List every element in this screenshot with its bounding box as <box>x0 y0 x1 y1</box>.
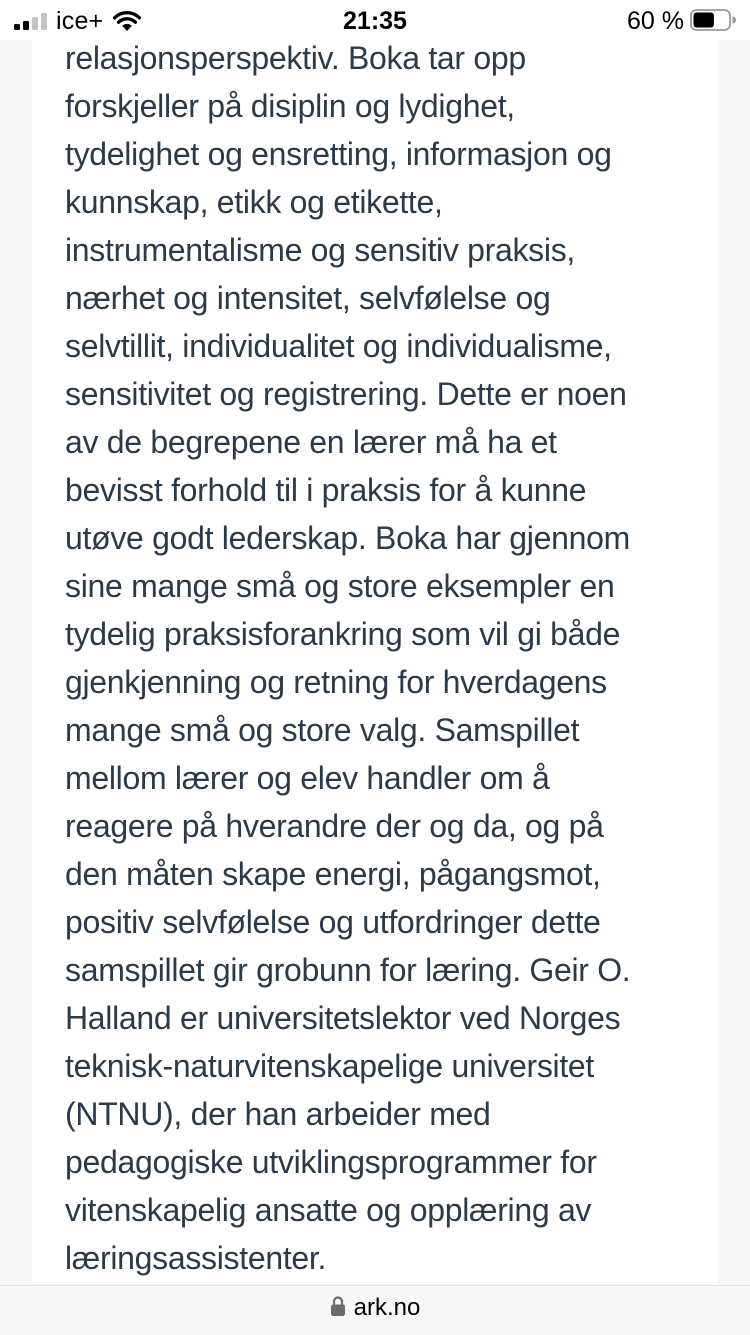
lock-icon <box>330 1295 346 1317</box>
url-domain: ark.no <box>353 1294 421 1321</box>
carrier-name: ice+ <box>56 7 104 35</box>
clock: 21:35 <box>343 7 407 35</box>
article-body-text: relasjonsperspektiv. Boka tar opp forskjeller på disiplin og lydighet, tydelighet og ensretting, informasjon og kunnskap, etikk og etikette, instrumentalisme og sensitiv praksis, nærhet og intensitet, selvfølelse og selvtillit, individualitet og individualisme, sensitivitet og registrering. Dette er noen av de begrepene en lærer må ha et bevisst forhold til i praksis for å kunne utøve godt lederskap. Boka har gjennom sine mange små og store eksempler en tydelig praksisforankring som vil gi både gjenkjenning og retning for hverdagens mange små og store valg. Samspillet mellom lærer og elev handler om å reagere på hverandre der og da, og på den måten skape energi, pågangsmot, positiv selvfølelse og utfordringer dette samspillet gir grobunn for læring. Geir O. Halland er universitetslektor ved Norges teknisk-naturvitenskapelige universitet (NTNU), der han arbeider med pedagogiske utviklingsprogrammer for vitenskapelig ansatte og opplæring av læringsassistenter. <box>65 40 631 1276</box>
url-display[interactable] <box>0 1294 750 1322</box>
status-bar <box>0 0 750 40</box>
battery-icon <box>690 9 736 31</box>
url-bar[interactable] <box>0 1285 750 1335</box>
article-card <box>32 0 718 1284</box>
battery-percent: 60 % <box>627 7 684 35</box>
